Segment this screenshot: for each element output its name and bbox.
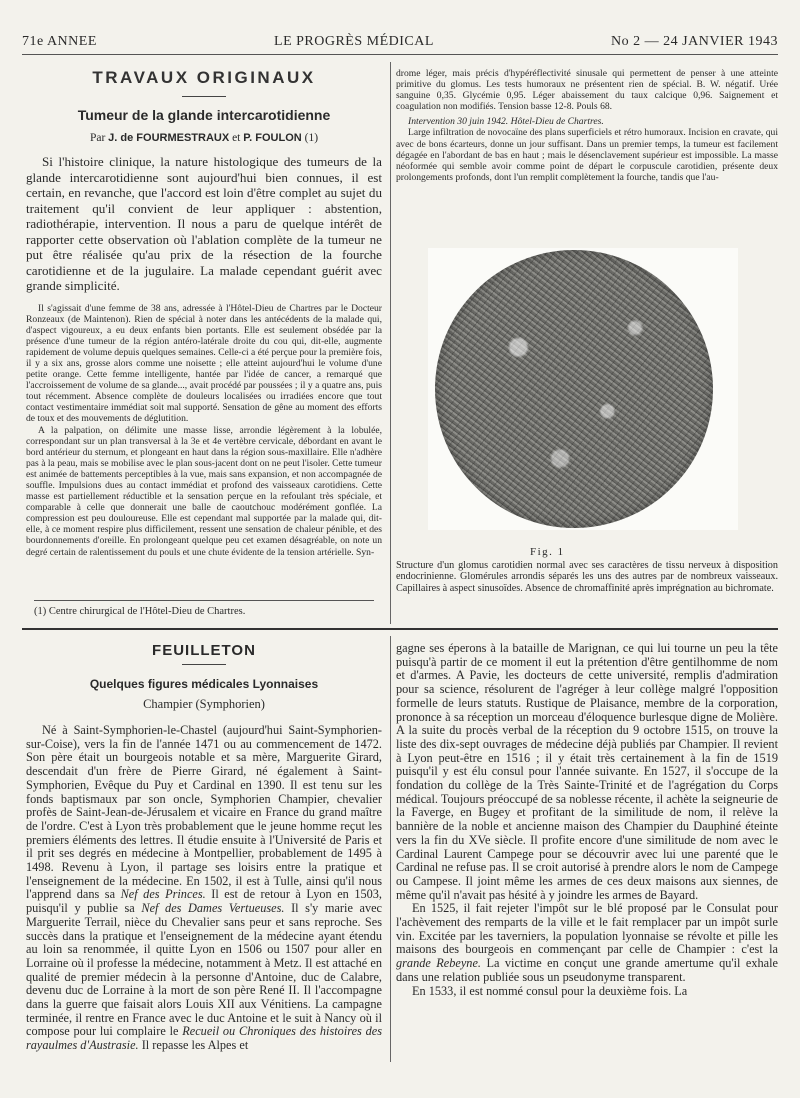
header-issue-date: No 2 — 24 JANVIER 1943 — [611, 34, 778, 49]
feuilleton-subject-name: Champier (Symphorien) — [143, 697, 265, 711]
feuilleton-right-column — [396, 642, 778, 998]
article-right-column — [396, 68, 778, 183]
histology-micrograph — [435, 250, 713, 528]
article-footnote: (1) Centre chirurgical de l'Hôtel-Dieu de Chartres. — [34, 606, 246, 617]
authors-prefix: Par — [89, 132, 106, 144]
article-authors — [26, 132, 382, 144]
footnote-rule — [34, 600, 374, 601]
header-issue-year: 71e ANNEE — [22, 34, 97, 49]
author-1: J. de FOURMESTRAUX — [108, 132, 230, 144]
feuilleton-underline — [182, 664, 226, 665]
case-history: Il s'agissait d'une femme de 38 ans, adressée à l'Hôtel-Dieu de Chartres par le Docteur Ronzeaux (de Maintenon). Rien de spécial à noter dans les antécédents de la malade qui, d'aspect vigoureux, a eu deux enfants bien portants. Elle est seulement obsédée par la présence d'une tumeur de la région antéro-latérale droite du cou qui, dit-elle, augmente rapidement de volume depuis quelques semaines. Celle-ci a été perçue pour la première fois, il y a six ans, grosse alors comme une noisette ; elle atteint aujourd'hui le volume d'une petite orange. Cette femme intelligente, hantée par l'idée de cancer, a remarqué que l'accroissement de volume de sa glande..., avait procédé par poussées ; il y a quatre ans, puis tout récemment. Absence complète de douleurs localisées ou irradiées encore que tout contact vestimentaire immédiat soit mal supporté. Sensation de gêne au moment des efforts de toux et des mouvements de déglutition. — [26, 302, 382, 425]
header-journal-title: LE PROGRÈS MÉDICAL — [274, 34, 434, 49]
feuilleton-biography-right: gagne ses éperons à la bataille de Marignan, ce qui lui tourne un peu la tête puisqu'à partir de ce moment il eut la prétention d'être gentilhomme de nom et d'armes. A Pavie, les docteurs de cette université, remplis d'admiration pour sa science, résolurent de l'agréger à leur collège malgré l'opposition formelle de leurs statuts. Rustique de Plaisance, membre de la corporation, prononce à sa réception un morceau d'éloquence burlesque digne de Molière. A la suite du procès verbal de la réception du 9 octobre 1515, on trouve la liste des dix-sept ouvrages de médecine déjà publiés par Champier. Il revient à Lyon peut-être en 1516 ; il y était très certainement à la fin de 1519 puisqu'il y est élu consul pour l'année suivante. En 1527, il s'occupe de la fondation du collège de la Très Sainte-Trinité et de l'agrégation du Corps médical. Toujours préoccupé de sa noblesse récente, il achète la seigneurie de la Faverge, en Bugey et profitant de la similitude de nom, il relève la bannière de la noble et ancienne maison des Champier du Dauphiné éteinte vers la fin du XVe siècle. Il profite encore d'une similitude de nom avec le Cardinal Laurent Campege pour se découvrir avec lui une parenté que le Cardinal ne refuse pas. Il se croit autorisé à prendre alors le nom de Campege ou Campese. Il joint même les armes de ces deux maisons aux siennes, de même qu'il n'avait pas hésité à y joindre les armes de Bayard. — [396, 641, 778, 902]
section-title: TRAVAUX ORIGINAUX — [92, 68, 316, 87]
feuilleton-left-column — [26, 642, 382, 1053]
running-header — [22, 34, 778, 50]
header-rule — [22, 54, 778, 55]
column-divider-bottom — [390, 636, 391, 1062]
feuilleton-subtitle: Quelques figures médicales Lyonnaises — [89, 677, 319, 691]
footnote-ref: (1) — [304, 132, 319, 144]
feuilleton-consul-paragraph: En 1533, il est nommé consul pour la deuxième fois. La — [412, 983, 688, 998]
feuilleton-separator — [22, 628, 778, 630]
case-examination: A la palpation, on délimite une masse lisse, arrondie légèrement à la lobulée, correspondant sur un plan transversal à la 3e et 4e vertèbre cervicale, débordant en avant le bord antérieur du sternum, et plongeant en haut dans la région sous-maxillaire. Elle n'adhère pas à la peau, mais se mobilise avec le plan sous-jacent dont on ne peut l'isoler. Cette tumeur est animée de battements perceptibles à la vue, mais sans expansion, et non accompagnée de souffle. Impulsions dues au contact immédiat et profond des vaisseaux carotidiens. Cette masse est partiellement réductible et la sensation perçue en la refoulant très spéciale, et comparable à celle que donnerait une balle de caoutchouc modérément gonflée. La compression est peu douloureuse. Elle est cependant mal supportée par la malade qui, dit-elle, à ce moment respire plus difficilement, ressent une sensation de chaleur pénible, et des bourdonnements d'oreille. En prolongeant quelque peu cet examen désagréable, on note un degré certain de ralentissement du pouls et une chute évidente de la tension artérielle. Syn- — [26, 424, 382, 558]
article-intro: Si l'histoire clinique, la nature histologique des tumeurs de la glande intercarotidienne sont aujourd'hui bien connues, il est certain, en revanche, que l'accord est loin d'être complet au sujet du traitement qu'il convient de leur appliquer : abstention, radiothérapie, intervention. Il nous a paru de quelque intérêt de rapporter cette observation où l'ablation complète de la tumeur ne put être réalisée qu'au prix de la résection de la fourche carotidienne et de la jugulaire. La malade cependant guérit avec grande simplicité. — [26, 154, 382, 293]
authors-and: et — [232, 132, 241, 144]
article-title: Tumeur de la glande intercarotidienne — [77, 107, 331, 123]
feuilleton-rebeyne-paragraph: En 1525, il fait rejeter l'impôt sur le blé proposé par le Consulat pour l'achèvement des remparts de la ville et le fait remplacer par un impôt surle vin. Excitée par les taverniers, la population lyonnaise se révolte et pille les maisons des bourgeois en commençant par celle de Champier : c'est la grande Rebeyne. La victime en conçut une grande amertume qu'il exhale dans une relation publiée sous un pseudonyme transparent. — [396, 901, 778, 984]
lab-results: drome léger, mais précis d'hypéréflectivité sinusale qui permettent de penser à une atteinte primitive du glomus. Les tests humoraux ne présentent rien de spécial. B. W. négatif. Urée sanguine 0,35. Glycémie 0,95. Léger abaissement du taux calcique 0,96. Saignement et coagulation non modifiés. Tension basse 12-8. Pouls 68. — [396, 68, 778, 113]
feuilleton-title: FEUILLETON — [152, 642, 256, 659]
author-2: P. FOULON — [243, 132, 302, 144]
intervention-text: Large infiltration de novocaïne des plans superficiels et rétro humoraux. Incision en cravate, qui avec de bons écarteurs, donne un jour suffisant. Dans un premier temps, la tumeur est facilement dégagée en l'abordant de bas en haut ; mais le désenclavement supérieur est impossible. La masse néoformée qui semble avoir comme point de départ le corpuscule carotidien, présente deux prolongements profonds, dont l'un remplit complètement la fourche, tandis que l'au- — [396, 127, 778, 183]
intervention-heading: Intervention 30 juin 1942. Hôtel-Dieu de Chartres. — [408, 116, 604, 128]
feuilleton-biography-left: Né à Saint-Symphorien-le-Chastel (aujourd'hui Saint-Symphorien-sur-Coise), vers la fin de l'année 1471 ou au commencement de 1472. Son père était un bourgeois notable et sa mère, Marguerite Girard, descendait d'un frère de Pierre Girard, né également à Saint-Symphorien, Evêque du Puy et Cardinal en 1390. Il est tenu sur les fonds baptismaux par son oncle, Symphorien Champier, chevalier profès de Saint-Jean-de-Jérusalem et vicaire en France du grand maître de l'ordre. C'est à Lyon très probablement que le jeune homme reçut les premiers éléments des lettres. Il étudie ensuite à l'Université de Paris et il prit ses degrés en médecine à Montpellier, probablement de 1495 à 1498. Revenu à Lyon, il partage ses loisirs entre la pratique et l'enseignement de la médecine. En 1502, il est à Tulle, ainsi qu'il nous l'apprend dans sa Nef des Princes. Il est de retour à Lyon en 1503, puisqu'il y publie sa Nef des Dames Vertueuses. Il s'y marie avec Marguerite Terrail, nièce du Chevalier sans peur et sans reproche. Ses succès dans la pratique et l'enseignement de la médecine ayant étendu au loin sa renommée, il quitte Lyon en 1506 ou 1507 pour aller en Lorraine où il professe la médecine, notamment à Metz. Il est attaché en qualité de premier médecin à la personne d'Antoine, duc de Calabre, devenu duc de Lorraine à la mort de son père René II. Il l'accompagne dans la guerre que faisait alors Louis XII aux Vénitiens. La campagne terminée, il rentre en France avec le duc Antoine et le suit à Nancy où il compose pour lui complaire le Recueil ou Chroniques des histoires des rayaulmes d'Austrasie. Il repasse les Alpes et — [26, 723, 383, 1053]
figure-label: Fig. 1 — [530, 546, 565, 558]
column-divider-top — [390, 62, 391, 624]
figure-caption: Structure d'un glomus carotidien normal avec ses caractères de tissu nerveux à disposition endocrinienne. Glomérules arrondis séparés les uns des autres par de nombreux vaisseaux. Capillaires à aspect sinusoïdes. Absence de chromaffinité après imprégnation au bichromate. — [396, 560, 778, 594]
article-left-column — [26, 68, 382, 558]
section-underline — [182, 96, 226, 97]
